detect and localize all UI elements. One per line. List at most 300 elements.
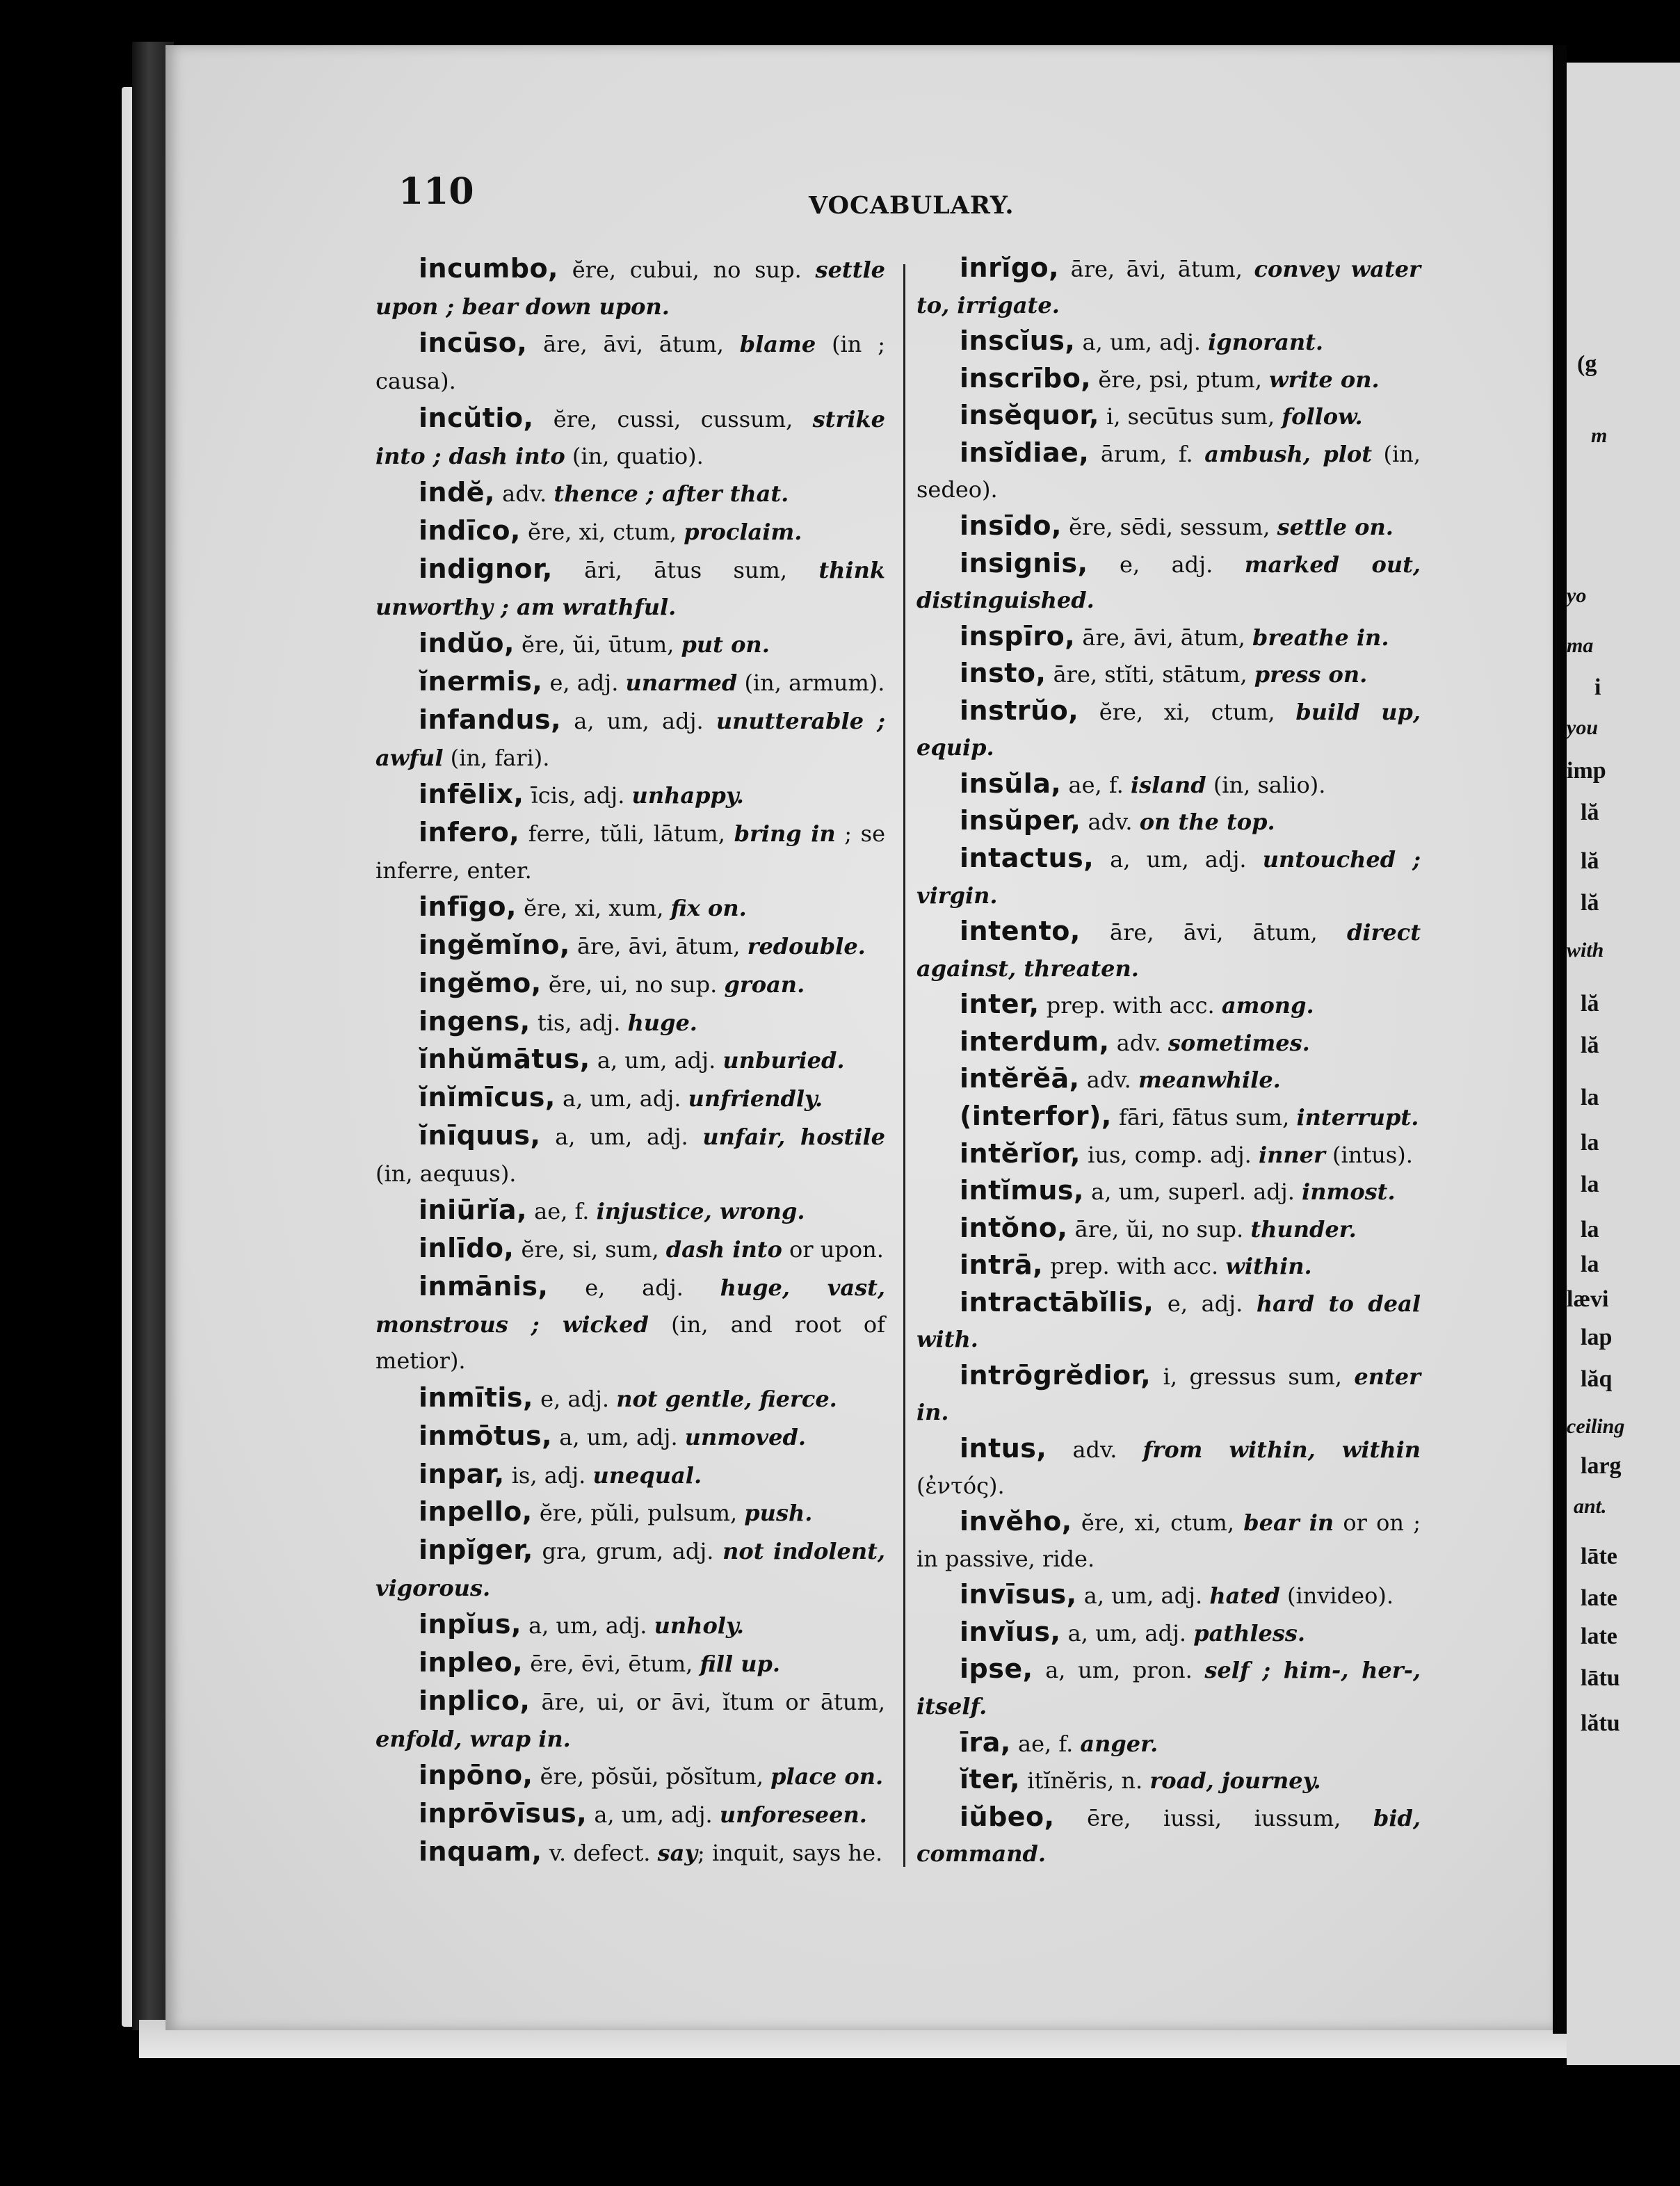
entry-headword: inrĭgo, [960,252,1060,283]
column-divider [903,264,905,1867]
entry-etymology: (ἐντός). [916,1472,1005,1499]
page-gutter [1553,45,1567,2034]
dictionary-entry [375,1268,885,1379]
entry-grammar: i, gressus sum, [1151,1363,1355,1390]
entry-definition: unburied. [722,1047,845,1074]
entry-grammar: ĕre, pŭli, pulsum, [532,1500,745,1527]
dictionary-entry [916,1799,1421,1872]
next-page-fragment: lātu [1581,1665,1620,1691]
entry-definition: unmoved. [684,1423,806,1450]
entry-grammar: is, adj. [504,1462,593,1489]
entry-definition: untouched ; virgin. [916,846,1421,909]
next-page-fragment: lævi [1567,1286,1609,1312]
next-page-fragment: lă [1581,890,1599,916]
entry-headword: ĭnĭmīcus, [419,1082,556,1113]
entry-headword: insŭla, [960,768,1062,799]
entry-definition: think unworthy ; am wrathful. [375,556,885,620]
dictionary-entry [916,1285,1421,1358]
dictionary-entry [916,1099,1421,1136]
entry-headword: indignor, [419,553,553,584]
entry-headword: inpar, [419,1458,505,1489]
entry-headword: inpleo, [419,1647,524,1678]
entry-definition: fix on. [670,895,747,922]
entry-grammar: ae, f. [527,1198,597,1225]
dictionary-entry [375,512,885,551]
entry-headword: ĭnīquus, [419,1119,541,1151]
dictionary-entry [375,625,885,663]
entry-grammar: adv. [495,480,554,508]
dictionary-entry [916,1577,1421,1614]
dictionary-entry [916,766,1421,804]
entry-headword: inlīdo, [419,1233,515,1264]
next-page-fragment: larg [1581,1453,1622,1479]
entry-headword: instrŭo, [960,695,1079,726]
entry-grammar: a, um, adj. [540,1123,703,1150]
entry-definition: bring in [734,820,836,848]
entry-etymology: (in, quatio). [565,442,704,469]
dictionary-entry [916,1504,1421,1577]
entry-headword: inquam, [419,1836,542,1867]
entry-etymology: ; inquit, says he. [697,1839,883,1866]
entry-definition: ambush, plot [1204,440,1373,467]
dictionary-entry [916,1762,1421,1799]
next-page-fragment: ant. [1574,1495,1607,1518]
dictionary-entry [375,1230,885,1268]
next-page-fragment: late [1581,1585,1617,1611]
dictionary-entry [375,1532,885,1606]
entry-definition: groan. [724,971,805,998]
entry-headword: ipse, [960,1653,1033,1685]
dictionary-entry [916,361,1421,398]
entry-headword: intŏno, [960,1212,1068,1243]
dictionary-entry [916,693,1421,766]
entry-headword: infero, [419,817,520,848]
entry-definition: proclaim. [684,519,802,546]
dictionary-entry [375,551,885,625]
entry-definition: put on. [681,631,770,658]
entry-headword: intractābĭlis, [960,1286,1154,1318]
entry-definition: self ; him-, her-, itself. [916,1657,1421,1719]
entry-headword: iniūrĭa, [419,1195,527,1226]
entry-grammar: a, um, adj. [552,1423,685,1450]
entry-headword: iŭbeo, [960,1801,1055,1832]
running-head: VOCABULARY. [809,191,1015,220]
entry-etymology: (in, aequus). [375,1160,517,1187]
entry-definition: on the top. [1139,809,1275,836]
entry-definition: not indolent, vigorous. [375,1537,886,1601]
entry-definition: unhappy. [631,782,744,809]
entry-definition: inmost. [1302,1179,1396,1206]
entry-headword: insĕquor, [960,400,1099,431]
entry-definition: meanwhile. [1138,1067,1281,1094]
entry-headword: insīdo, [960,510,1062,541]
dictionary-entry [375,1456,885,1494]
entry-grammar: ae, f. [1010,1730,1081,1757]
dictionary-entry [375,1418,885,1456]
entry-headword: infandus, [419,704,562,735]
entry-definition: unequal. [592,1462,702,1489]
entry-grammar: ĕre, sēdi, sessum, [1061,513,1277,540]
entry-headword: inpōno, [419,1760,533,1791]
entry-etymology: or on ; in passive, ride. [916,1509,1421,1572]
entry-grammar: ĕre, pŏsŭi, pŏsĭtum, [533,1763,771,1790]
entry-definition: not gentle, fierce. [616,1386,837,1413]
dictionary-entry [916,803,1421,841]
entry-definition: unfair, hostile [702,1123,885,1150]
entry-headword: intĕrĭor, [960,1137,1081,1169]
dictionary-entry [916,841,1421,914]
next-page-fragment: i [1594,674,1601,700]
entry-headword: intrā, [960,1249,1044,1281]
dictionary-entry [916,1173,1421,1211]
next-page-fragment: with [1567,939,1604,962]
entry-grammar: e, adj. [542,670,626,697]
entry-definition: unfriendly. [688,1085,823,1112]
entry-definition: unforeseen. [719,1802,867,1829]
entry-grammar: prep. with acc. [1043,1253,1226,1280]
entry-definition: huge, vast, monstrous ; wicked [375,1274,886,1338]
entry-headword: ingĕmĭno, [419,930,570,961]
next-page-fragment: (g [1577,351,1597,377]
entry-definition: redouble. [747,933,866,960]
entry-definition: say [657,1839,697,1866]
right-column [916,250,1421,1872]
dictionary-entry [375,1079,885,1117]
dictionary-entry [916,1061,1421,1099]
entry-headword: insto, [960,658,1047,689]
entry-headword: intactus, [960,843,1095,873]
next-page-fragment: ma [1567,634,1594,657]
entry-grammar: itĭnĕris, n. [1020,1767,1150,1795]
entry-definition: pathless. [1193,1619,1306,1646]
entry-definition: from within, within [1142,1436,1421,1463]
entry-definition: marked out, distinguished. [916,551,1421,614]
dictionary-entry [916,1024,1421,1062]
dictionary-entry [375,400,885,474]
entry-definition: build up, equip. [916,698,1421,761]
entry-definition: enfold, wrap in. [375,1725,571,1752]
dictionary-entry [375,325,885,399]
entry-etymology: (in, salio). [1206,771,1326,798]
entry-definition: huge. [627,1009,697,1036]
next-page-fragment: lăq [1581,1366,1613,1392]
dictionary-entry [375,1757,885,1795]
entry-grammar: a, um, adj. [1075,329,1209,356]
entry-etymology: or upon. [782,1236,884,1263]
entry-grammar: a, um, pron. [1033,1657,1205,1684]
entry-grammar: ĕre, xi, ctum, [520,519,684,546]
next-page-fragment: lāte [1581,1544,1617,1569]
entry-grammar: adv. [1047,1436,1143,1463]
dictionary-entry [916,1614,1421,1652]
entry-grammar: ĕre, xi, xum, [516,895,671,922]
entry-grammar: ferre, tŭli, lātum, [519,820,734,848]
entry-grammar: āre, āvi, ātum, [1075,624,1253,651]
entry-grammar: adv. [1109,1029,1168,1056]
entry-definition: road, journey. [1149,1767,1321,1795]
entry-etymology: ; se inferre, enter. [375,820,885,884]
entry-grammar: ĕre, psi, ptum, [1091,366,1270,393]
entry-definition: hard to deal with. [916,1290,1421,1353]
entry-definition: fill up. [700,1651,780,1678]
entry-grammar: a, um, adj. [1060,1619,1194,1646]
entry-definition: within. [1225,1253,1312,1280]
entry-headword: inter, [960,989,1040,1020]
dictionary-entry [375,927,885,965]
dictionary-entry [375,250,885,325]
next-page-fragment: la [1581,1172,1599,1197]
dictionary-entry [916,1431,1421,1504]
dictionary-entry [375,1644,885,1683]
entry-grammar: āre, āvi, ātum, [1080,919,1347,946]
entry-headword: ĭnermis, [419,666,543,697]
entry-grammar: īcis, adj. [524,782,632,809]
entry-grammar: ĕre, xi, ctum, [1072,1509,1244,1537]
entry-grammar: e, adj. [1154,1290,1257,1317]
entry-headword: intento, [960,916,1081,947]
entry-grammar: āre, āvi, ātum, [527,331,740,358]
next-page-fragment: lă [1581,1033,1599,1058]
entry-headword: incŭtio, [419,402,534,433]
entry-headword: inpĭus, [419,1609,522,1640]
dictionary-entry [916,987,1421,1024]
entry-grammar: a, um, superl. adj. [1083,1179,1302,1206]
dictionary-entry [916,1211,1421,1248]
dictionary-entry [375,702,885,776]
entry-definition: unutterable ; awful [375,707,885,771]
entry-definition: thunder. [1250,1215,1357,1242]
entry-grammar: ius, comp. adj. [1080,1141,1259,1168]
dictionary-entry [375,1192,885,1230]
dictionary-entry [375,1041,885,1079]
entry-definition: hated [1209,1582,1280,1610]
dictionary-entry [375,965,885,1003]
entry-definition: direct against, threaten. [916,919,1421,982]
entry-definition: bear in [1243,1509,1334,1537]
next-page-fragment: la [1581,1085,1599,1110]
entry-grammar: āre, āvi, ātum, [570,933,748,960]
entry-headword: interdum, [960,1026,1110,1057]
dictionary-entry [916,546,1421,619]
entry-headword: inprōvīsus, [419,1798,588,1829]
entry-headword: ingĕmo, [419,967,542,998]
entry-etymology: (in, and root of metior). [375,1311,885,1375]
dictionary-entry [375,1833,885,1872]
dictionary-entry [916,508,1421,546]
next-page-fragment: you [1567,716,1598,739]
dictionary-entry [375,1683,885,1757]
entry-etymology: (in, sedeo). [916,440,1421,503]
dictionary-entry [375,1606,885,1644]
entry-grammar: a, um, adj. [555,1085,688,1112]
next-page-fragment: la [1581,1217,1599,1242]
entry-headword: inmītis, [419,1382,533,1414]
entry-grammar: ĕre, ui, no sup. [541,971,725,998]
next-page-fragment: m [1591,424,1608,447]
entry-headword: insignis, [960,547,1088,578]
entry-headword: invīsus, [960,1579,1077,1610]
entry-grammar: e, adj. [548,1274,720,1301]
entry-grammar: e, adj. [1088,551,1245,578]
entry-grammar: ārum, f. [1089,440,1205,467]
entry-definition: convey water to, irrigate. [916,256,1421,318]
entry-headword: incūso, [419,327,528,359]
entry-definition: press on. [1254,661,1368,688]
entry-grammar: a, um, adj. [1076,1582,1210,1610]
entry-headword: infīgo, [419,891,517,923]
entry-grammar: fāri, fātus sum, [1111,1103,1297,1131]
next-page-fragment: imp [1567,758,1606,784]
entry-definition: inner [1258,1141,1325,1168]
entry-definition: interrupt. [1296,1103,1419,1131]
dictionary-entry [375,1795,885,1833]
dictionary-entry [916,1725,1421,1763]
entry-definition: thence ; after that. [554,480,789,508]
entry-grammar: āre, āvi, ātum, [1059,256,1254,282]
entry-headword: inpello, [419,1496,533,1528]
entry-headword: ĭnhŭmātus, [419,1044,590,1075]
entry-headword: indŭo, [419,628,515,659]
entry-grammar: i, secūtus sum, [1099,403,1282,430]
dictionary-entry [375,1493,885,1532]
entry-definition: island [1130,771,1206,798]
dictionary-entry [916,1247,1421,1285]
entry-etymology: (in ; causa). [375,331,885,395]
entry-headword: inscĭus, [960,325,1076,357]
entry-headword: ingens, [419,1005,531,1037]
entry-headword: inmōtus, [419,1420,553,1451]
dictionary-entry [375,1003,885,1042]
entry-definition: breathe in. [1252,624,1389,651]
entry-grammar: a, um, adj. [590,1047,723,1074]
entry-grammar: ĕre, ŭi, ūtum, [514,631,681,658]
entry-definition: enter in. [916,1363,1421,1426]
entry-grammar: gra, grum, adj. [533,1537,723,1564]
entry-headword: invĭus, [960,1616,1061,1647]
next-page-fragment: yo [1567,584,1587,607]
entry-definition: bid, command. [916,1804,1421,1868]
entry-grammar: āri, ātus sum, [552,556,819,583]
next-page-edge [1567,63,1680,2065]
entry-grammar: e, adj. [533,1386,617,1413]
next-page-fragment: lătu [1581,1710,1620,1736]
entry-definition: unarmed [625,670,738,697]
dictionary-entry [916,323,1421,361]
entry-definition: place on. [770,1763,884,1790]
entry-definition: follow. [1282,403,1363,430]
entry-grammar: āre, ui, or āvi, ĭtum or ātum, [530,1688,885,1715]
dictionary-entry [375,1117,885,1192]
dictionary-entry [916,1651,1421,1724]
entry-headword: intrōgrĕdior, [960,1359,1152,1391]
entry-headword: (interfor), [960,1100,1112,1131]
next-page-fragment: la [1581,1130,1599,1156]
entry-grammar: ĕre, cussi, cussum, [533,405,813,432]
entry-grammar: ēre, iussi, iussum, [1054,1804,1373,1831]
next-page-fragment: la [1581,1252,1599,1277]
entry-definition: settle upon ; bear down upon. [375,257,885,320]
dictionary-entry [916,619,1421,656]
next-page-fragment: ceiling [1567,1415,1625,1438]
entry-etymology: (intus). [1325,1141,1413,1168]
entry-grammar: āre, ŭi, no sup. [1067,1215,1251,1242]
entry-headword: invĕho, [960,1506,1072,1537]
dictionary-entry [916,1358,1421,1431]
entry-headword: intus, [960,1433,1047,1464]
entry-grammar: āre, stĭti, stātum, [1046,661,1254,688]
entry-headword: inspīro, [960,620,1076,651]
entry-definition: settle on. [1277,513,1394,540]
dictionary-entry [916,250,1421,323]
entry-headword: intĕrĕā, [960,1063,1080,1094]
entry-grammar: ĕre, cubui, no sup. [558,257,816,283]
entry-grammar: ae, f. [1061,771,1131,798]
entry-headword: intĭmus, [960,1175,1084,1206]
dictionary-entry [375,1379,885,1418]
entry-definition: ignorant. [1208,329,1323,356]
entry-headword: inpĭger, [419,1534,533,1565]
entry-etymology: (in, armum). [737,670,885,697]
entry-headword: inmānis, [419,1270,549,1302]
entry-definition: dash into [665,1236,782,1263]
entry-headword: incumbo, [419,253,558,284]
entry-definition: strike into ; dash into [375,405,885,469]
entry-etymology: (in, fari). [443,744,550,771]
entry-definition: push. [744,1500,813,1527]
dictionary-entry [375,474,885,512]
entry-grammar: a, um, adj. [521,1612,654,1640]
entry-headword: inscrībo, [960,362,1092,394]
dictionary-entry [916,656,1421,693]
entry-etymology: (invideo). [1279,1582,1394,1610]
next-page-fragment: lă [1581,800,1599,825]
entry-grammar: v. defect. [542,1839,658,1866]
next-page-fragment: lap [1581,1325,1613,1350]
entry-grammar: adv. [1081,809,1140,836]
left-column [375,250,885,1872]
entry-definition: unholy. [654,1612,744,1640]
entry-headword: īra, [960,1726,1011,1758]
entry-headword: insŭper, [960,805,1081,836]
entry-headword: ĭter, [960,1764,1021,1795]
dictionary-entry [916,914,1421,987]
entry-grammar: ĕre, si, sum, [514,1236,666,1263]
entry-headword: insĭdiae, [960,437,1090,468]
entry-grammar: a, um, adj. [561,707,716,734]
dictionary-entry [916,435,1421,508]
entry-grammar: ēre, ēvi, ētum, [523,1651,700,1678]
entry-headword: indĕ, [419,477,495,508]
entry-headword: infēlix, [419,779,524,810]
dictionary-entry [916,1136,1421,1174]
entry-definition: blame [739,331,816,358]
next-page-fragment: lă [1581,848,1599,874]
entry-headword: inplico, [419,1685,531,1716]
page-number: 110 [398,170,474,213]
dictionary-entry [375,889,885,927]
entry-grammar: ĕre, xi, ctum, [1079,698,1296,725]
entry-grammar: adv. [1079,1067,1138,1094]
entry-definition: sometimes. [1168,1029,1310,1056]
entry-grammar: a, um, adj. [1094,846,1263,873]
dictionary-entry [375,814,885,889]
dictionary-entry [375,776,885,814]
entry-grammar: a, um, adj. [587,1802,720,1829]
entry-definition: injustice, wrong. [596,1198,805,1225]
entry-grammar: tis, adj. [530,1009,628,1036]
next-page-fragment: lă [1581,991,1599,1017]
dictionary-entry [916,398,1421,435]
